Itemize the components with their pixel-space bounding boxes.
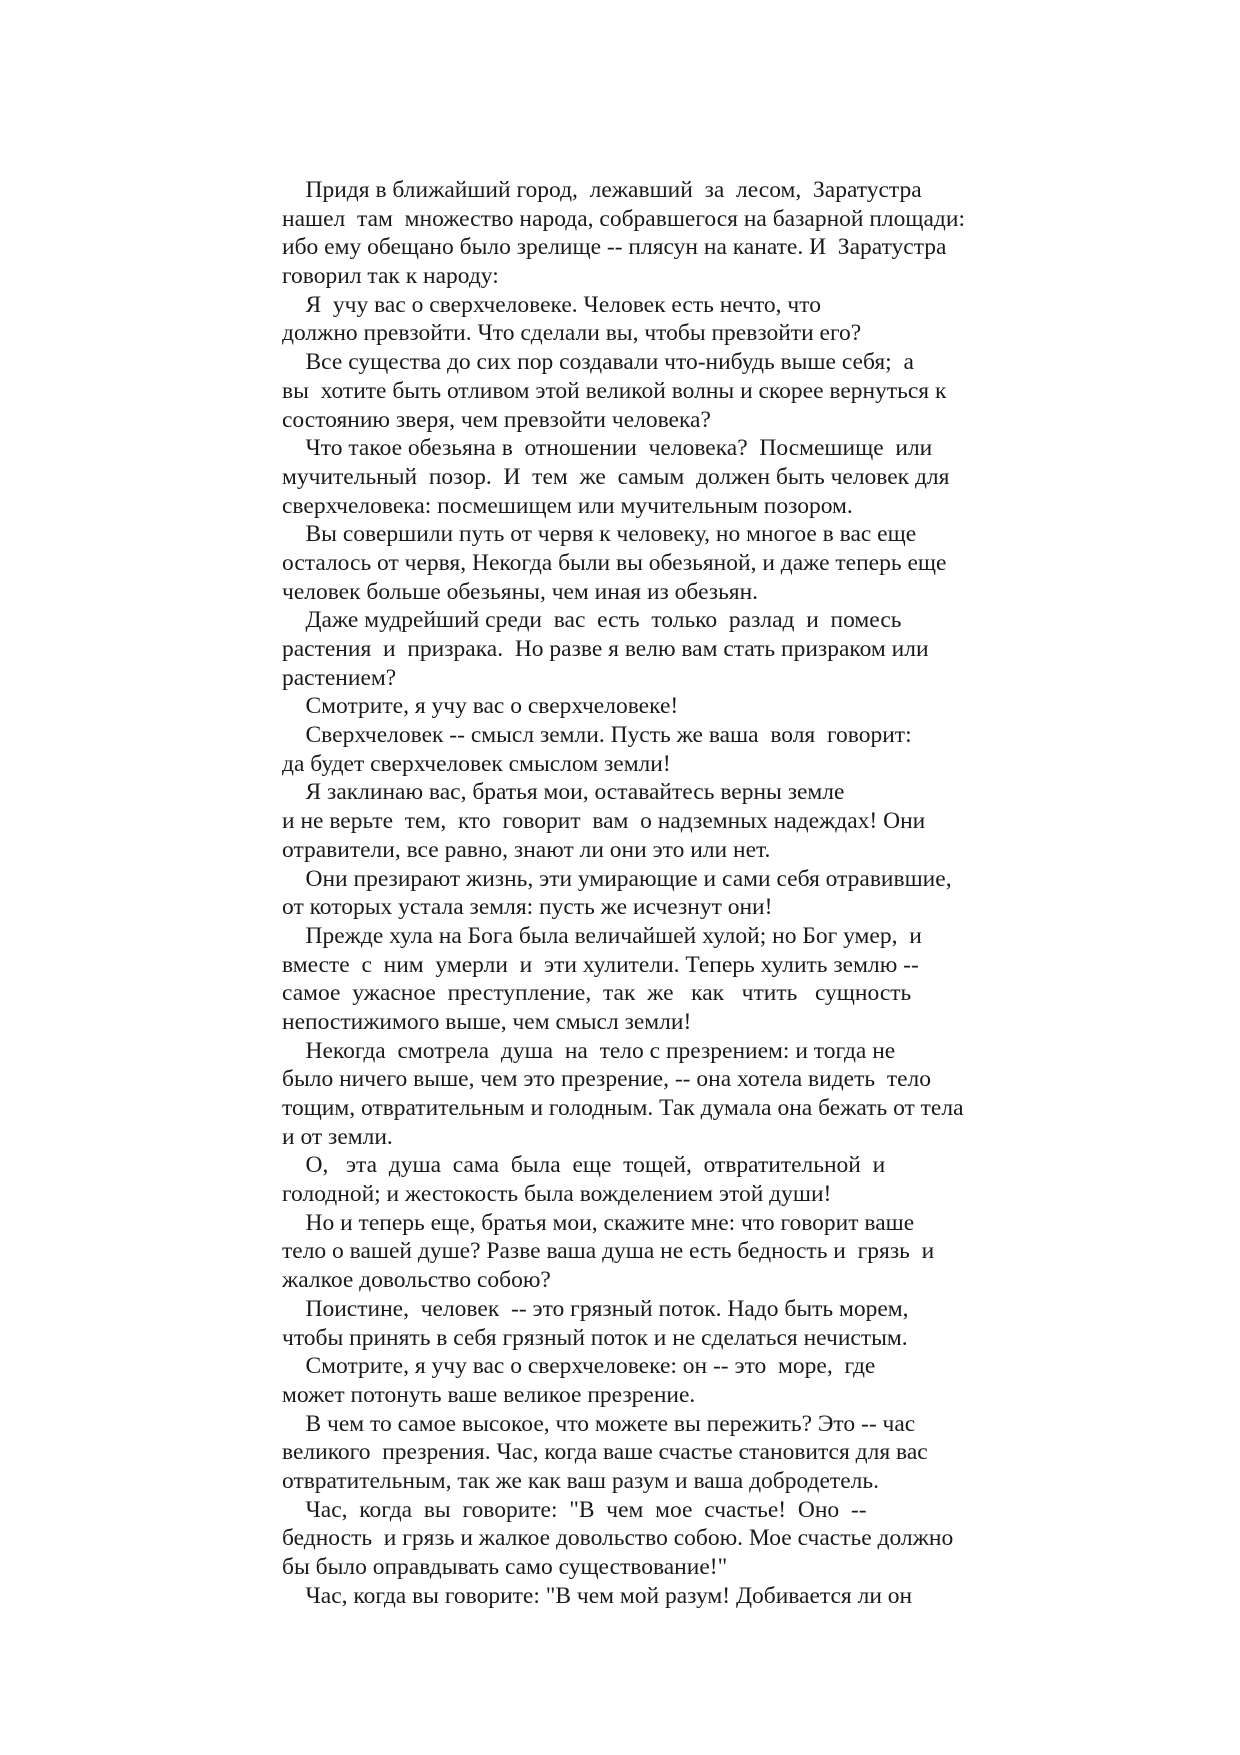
- text-line: Они презирают жизнь, эти умирающие и сами себя отравившие,: [282, 865, 952, 892]
- text-line: от которых устала земля: пусть же исчезнут они!: [282, 894, 773, 921]
- text-line: Час, когда вы говорите: "В чем мое счастье! Оно --: [282, 1496, 867, 1523]
- text-line: может потонуть ваше великое презрение.: [282, 1381, 696, 1408]
- text-line: человек больше обезьяны, чем иная из обезьян.: [282, 578, 759, 605]
- text-line: осталось от червя, Некогда были вы обезьяной, и даже теперь еще: [282, 549, 947, 576]
- text-line: Все существа до сих пор создавали что-нибудь выше себя; а: [282, 349, 914, 376]
- text-line: сверхчеловека: посмешищем или мучительным позором.: [282, 492, 853, 519]
- text-line: было ничего выше, чем это презрение, -- она хотела видеть тело: [282, 1066, 932, 1093]
- text-line: Придя в ближайший город, лежавший за лесом, Заратустра: [282, 177, 922, 203]
- text-line: жалкое довольство собою?: [282, 1267, 551, 1294]
- text-line: великого презрения. Час, когда ваше счастье становится для вас: [282, 1439, 928, 1466]
- text-line: Прежде хула на Бога была величайшей хулой; но Бог умер, и: [282, 922, 922, 949]
- text-line: Смотрите, я учу вас о сверхчеловеке: он -- это море, где: [282, 1353, 876, 1380]
- text-line: Час, когда вы говорите: "В чем мой разум! Добивается ли он: [282, 1582, 913, 1609]
- text-line: Сверхчеловек -- смысл земли. Пусть же ваша воля говорит:: [282, 722, 912, 749]
- text-line: О, эта душа сама была еще тощей, отвратительной и: [282, 1152, 886, 1179]
- text-line: нашел там множество народа, собравшегося на базарной площади:: [282, 205, 965, 232]
- text-line: говорил так к народу:: [282, 263, 499, 290]
- text-line: вместе с ним умерли и эти хулители. Теперь хулить землю --: [282, 951, 919, 978]
- text-line: Смотрите, я учу вас о сверхчеловеке!: [282, 693, 679, 720]
- text-line: Но и теперь еще, братья мои, скажите мне: что говорит ваше: [282, 1209, 915, 1236]
- text-line: Что такое обезьяна в отношении человека? Посмешище или: [282, 435, 933, 462]
- text-line: Вы совершили путь от червя к человеку, но многое в вас еще: [282, 521, 917, 548]
- text-line: чтобы принять в себя грязный поток и не сделаться нечистым.: [282, 1324, 908, 1351]
- text-line: отвратительным, так же как ваш разум и ваша добродетель.: [282, 1467, 879, 1494]
- text-line: бедность и грязь и жалкое довольство собою. Мое счастье должно: [282, 1525, 954, 1552]
- text-line: бы было оправдывать само существование!": [282, 1554, 728, 1580]
- text-line: голодной; и жестокость была вожделением этой души!: [282, 1181, 832, 1208]
- text-line: и не верьте тем, кто говорит вам о надземных надеждах! Они: [282, 808, 926, 835]
- text-line: тело о вашей душе? Разве ваша душа не есть бедность и грязь и: [282, 1238, 935, 1265]
- text-line: ибо ему обещано было зрелище -- плясун на канате. И Заратустра: [282, 234, 947, 261]
- text-line: Поистине, человек -- это грязный поток. Надо быть морем,: [282, 1295, 909, 1322]
- text-line: Я учу вас о сверхчеловеке. Человек есть нечто, что: [282, 291, 821, 318]
- text-line: самое ужасное преступление, так же как чтить сущность: [282, 980, 912, 1007]
- text-line: мучительный позор. И тем же самым должен быть человек для: [282, 463, 950, 490]
- text-line: Я заклинаю вас, братья мои, оставайтесь верны земле: [282, 779, 845, 806]
- text-line: тощим, отвратительным и голодным. Так думала она бежать от тела: [282, 1095, 964, 1121]
- body-text: [282, 176, 1042, 1610]
- text-line: отравители, все равно, знают ли они это или нет.: [282, 836, 771, 863]
- text-line: состоянию зверя, чем превзойти человека?: [282, 406, 711, 433]
- text-line: растением?: [282, 664, 397, 691]
- text-line: Некогда смотрела душа на тело с презрением: и тогда не: [282, 1037, 896, 1064]
- text-line: и от земли.: [282, 1123, 393, 1150]
- text-line: да будет сверхчеловек смыслом земли!: [282, 750, 671, 777]
- text-line: В чем то самое высокое, что можете вы пережить? Это -- час: [282, 1410, 916, 1437]
- text-line: Даже мудрейший среди вас есть только разлад и помесь: [282, 607, 902, 634]
- text-line: должно превзойти. Что сделали вы, чтобы превзойти его?: [282, 320, 862, 347]
- text-line: вы хотите быть отливом этой великой волны и скорее вернуться к: [282, 377, 947, 404]
- text-line: непостижимого выше, чем смысл земли!: [282, 1008, 692, 1035]
- text-line: растения и призрака. Но разве я велю вам стать призраком или: [282, 636, 929, 662]
